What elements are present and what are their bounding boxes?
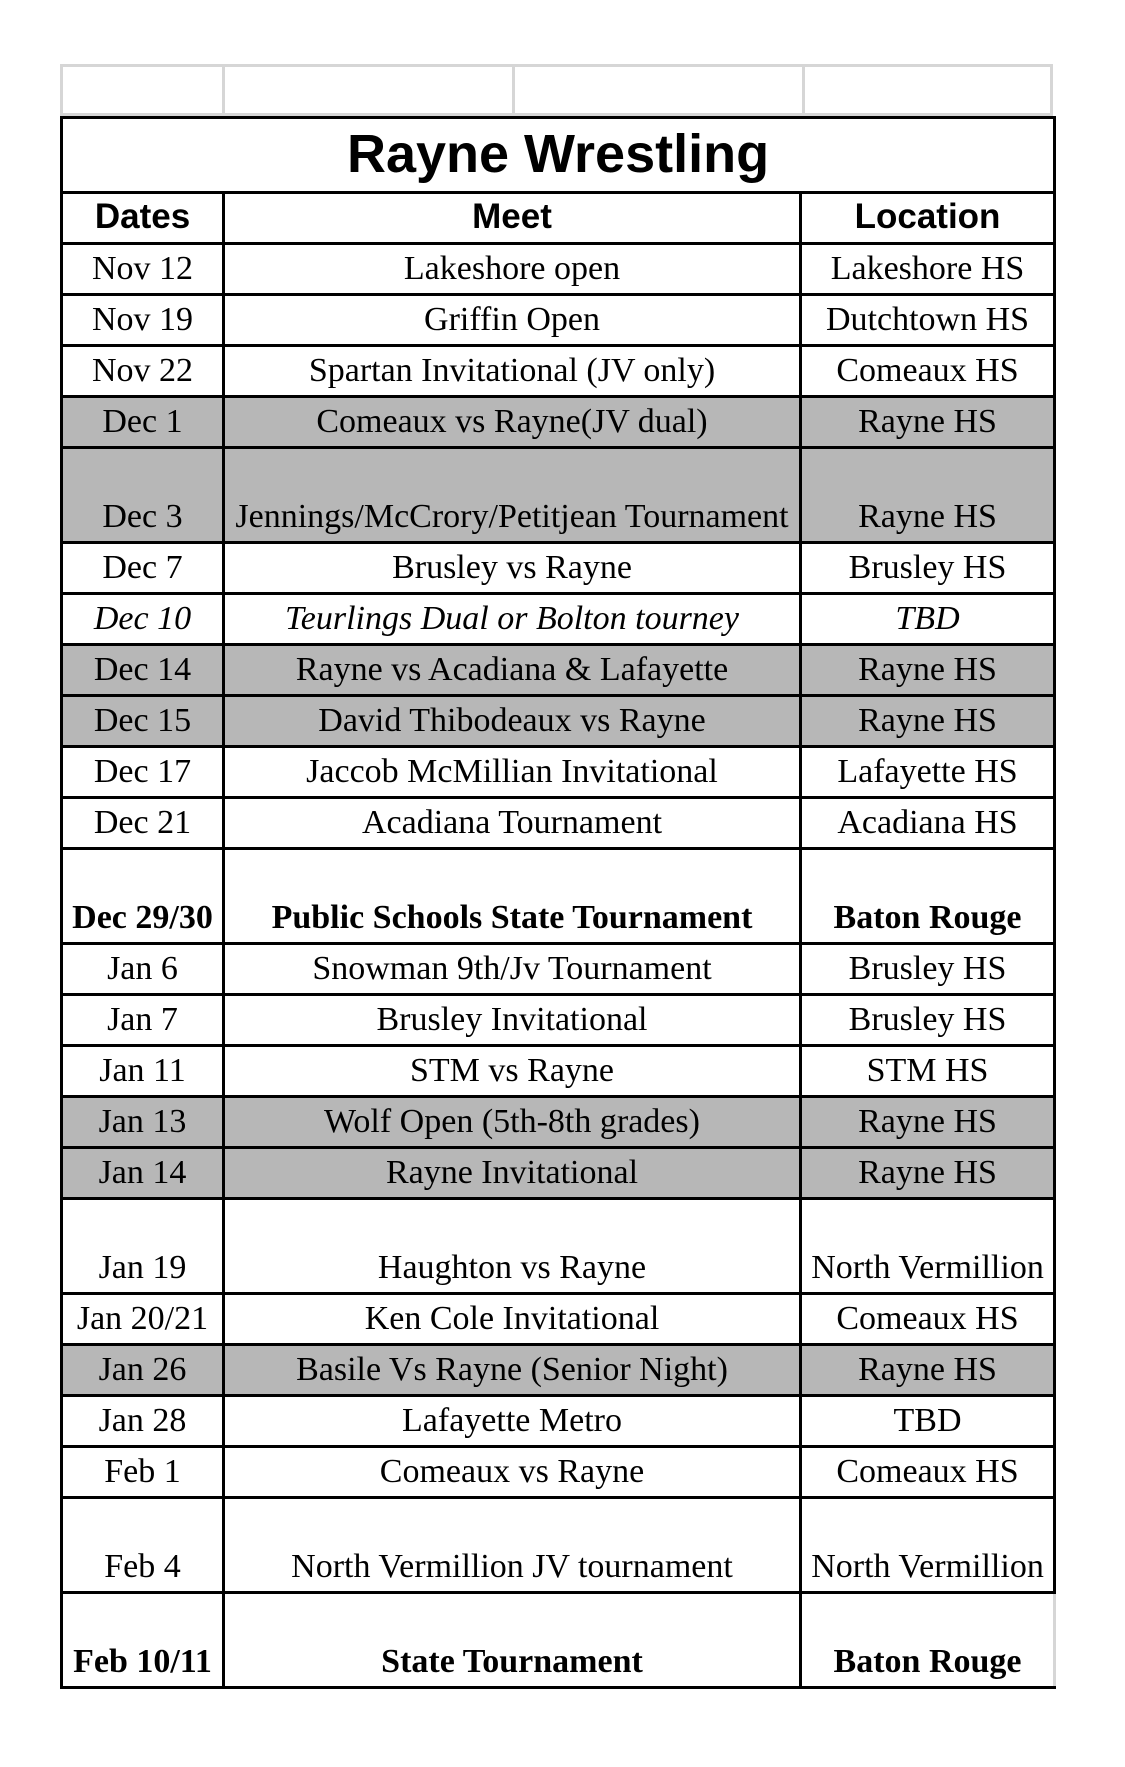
location-cell: Baton Rouge xyxy=(801,1593,1055,1688)
date-cell: Jan 6 xyxy=(62,944,224,995)
empty-cell xyxy=(63,67,225,113)
empty-spreadsheet-row xyxy=(60,64,1053,116)
meet-cell: State Tournament xyxy=(224,1593,801,1688)
meet-cell: Rayne vs Acadiana & Lafayette xyxy=(224,645,801,696)
table-row xyxy=(62,1294,1055,1345)
location-cell: Lafayette HS xyxy=(801,747,1055,798)
date-cell: Dec 10 xyxy=(62,594,224,645)
meet-cell: Snowman 9th/Jv Tournament xyxy=(224,944,801,995)
location-cell: Brusley HS xyxy=(801,995,1055,1046)
table-row xyxy=(62,995,1055,1046)
location-cell: Rayne HS xyxy=(801,1097,1055,1148)
location-cell: STM HS xyxy=(801,1046,1055,1097)
table-row xyxy=(62,1097,1055,1148)
meet-cell: Brusley Invitational xyxy=(224,995,801,1046)
location-cell: Comeaux HS xyxy=(801,1447,1055,1498)
date-cell: Dec 7 xyxy=(62,543,224,594)
location-cell: Dutchtown HS xyxy=(801,295,1055,346)
location-cell: North Vermillion xyxy=(801,1498,1055,1593)
table-row xyxy=(62,1148,1055,1199)
meet-cell: Rayne Invitational xyxy=(224,1148,801,1199)
table-row xyxy=(62,448,1055,543)
table-row xyxy=(62,397,1055,448)
schedule-body xyxy=(62,244,1055,1688)
date-cell: Jan 13 xyxy=(62,1097,224,1148)
table-row xyxy=(62,1396,1055,1447)
table-row xyxy=(62,346,1055,397)
location-cell: Brusley HS xyxy=(801,944,1055,995)
location-cell: Baton Rouge xyxy=(801,849,1055,944)
meet-cell: Acadiana Tournament xyxy=(224,798,801,849)
date-cell: Dec 15 xyxy=(62,696,224,747)
table-row xyxy=(62,1199,1055,1294)
meet-cell: North Vermillion JV tournament xyxy=(224,1498,801,1593)
table-row xyxy=(62,1345,1055,1396)
table-row xyxy=(62,543,1055,594)
table-row xyxy=(62,944,1055,995)
meet-cell: Comeaux vs Rayne(JV dual) xyxy=(224,397,801,448)
location-cell: TBD xyxy=(801,1396,1055,1447)
location-cell: Brusley HS xyxy=(801,543,1055,594)
table-row xyxy=(62,1593,1055,1688)
schedule-title: Rayne Wrestling xyxy=(62,118,1055,193)
header-location: Location xyxy=(801,193,1055,244)
location-cell: Acadiana HS xyxy=(801,798,1055,849)
date-cell: Dec 21 xyxy=(62,798,224,849)
date-cell: Feb 1 xyxy=(62,1447,224,1498)
date-cell: Feb 4 xyxy=(62,1498,224,1593)
meet-cell: Wolf Open (5th-8th grades) xyxy=(224,1097,801,1148)
location-cell: Rayne HS xyxy=(801,397,1055,448)
table-row xyxy=(62,1046,1055,1097)
location-cell: Rayne HS xyxy=(801,448,1055,543)
location-cell: TBD xyxy=(801,594,1055,645)
meet-cell: STM vs Rayne xyxy=(224,1046,801,1097)
date-cell: Jan 11 xyxy=(62,1046,224,1097)
meet-cell: Comeaux vs Rayne xyxy=(224,1447,801,1498)
date-cell: Jan 14 xyxy=(62,1148,224,1199)
meet-cell: Lakeshore open xyxy=(224,244,801,295)
meet-cell: Lafayette Metro xyxy=(224,1396,801,1447)
table-row xyxy=(62,1447,1055,1498)
table-row xyxy=(62,798,1055,849)
date-cell: Jan 7 xyxy=(62,995,224,1046)
table-row xyxy=(62,849,1055,944)
date-cell: Jan 28 xyxy=(62,1396,224,1447)
date-cell: Feb 10/11 xyxy=(62,1593,224,1688)
location-cell: Lakeshore HS xyxy=(801,244,1055,295)
meet-cell: Jennings/McCrory/Petitjean Tournament xyxy=(224,448,801,543)
table-row xyxy=(62,244,1055,295)
date-cell: Dec 29/30 xyxy=(62,849,224,944)
empty-cell xyxy=(225,67,515,113)
meet-cell: Jaccob McMillian Invitational xyxy=(224,747,801,798)
location-cell: Rayne HS xyxy=(801,1345,1055,1396)
meet-cell: Ken Cole Invitational xyxy=(224,1294,801,1345)
location-cell: Rayne HS xyxy=(801,696,1055,747)
date-cell: Dec 3 xyxy=(62,448,224,543)
location-cell: Comeaux HS xyxy=(801,1294,1055,1345)
table-row xyxy=(62,645,1055,696)
meet-cell: Griffin Open xyxy=(224,295,801,346)
meet-cell: David Thibodeaux vs Rayne xyxy=(224,696,801,747)
date-cell: Nov 19 xyxy=(62,295,224,346)
table-row xyxy=(62,747,1055,798)
date-cell: Jan 20/21 xyxy=(62,1294,224,1345)
meet-cell: Public Schools State Tournament xyxy=(224,849,801,944)
meet-cell: Brusley vs Rayne xyxy=(224,543,801,594)
meet-cell: Spartan Invitational (JV only) xyxy=(224,346,801,397)
location-cell: Comeaux HS xyxy=(801,346,1055,397)
date-cell: Dec 14 xyxy=(62,645,224,696)
date-cell: Jan 26 xyxy=(62,1345,224,1396)
table-row xyxy=(62,594,1055,645)
date-cell: Nov 12 xyxy=(62,244,224,295)
date-cell: Dec 17 xyxy=(62,747,224,798)
location-cell: Rayne HS xyxy=(801,1148,1055,1199)
header-dates: Dates xyxy=(62,193,224,244)
location-cell: Rayne HS xyxy=(801,645,1055,696)
table-row xyxy=(62,295,1055,346)
meet-cell: Teurlings Dual or Bolton tourney xyxy=(224,594,801,645)
date-cell: Jan 19 xyxy=(62,1199,224,1294)
table-row xyxy=(62,1498,1055,1593)
meet-cell: Basile Vs Rayne (Senior Night) xyxy=(224,1345,801,1396)
location-cell: North Vermillion xyxy=(801,1199,1055,1294)
wrestling-schedule-table xyxy=(60,116,1056,1689)
date-cell: Dec 1 xyxy=(62,397,224,448)
date-cell: Nov 22 xyxy=(62,346,224,397)
header-meet: Meet xyxy=(224,193,801,244)
table-row xyxy=(62,696,1055,747)
empty-cell xyxy=(515,67,805,113)
meet-cell: Haughton vs Rayne xyxy=(224,1199,801,1294)
